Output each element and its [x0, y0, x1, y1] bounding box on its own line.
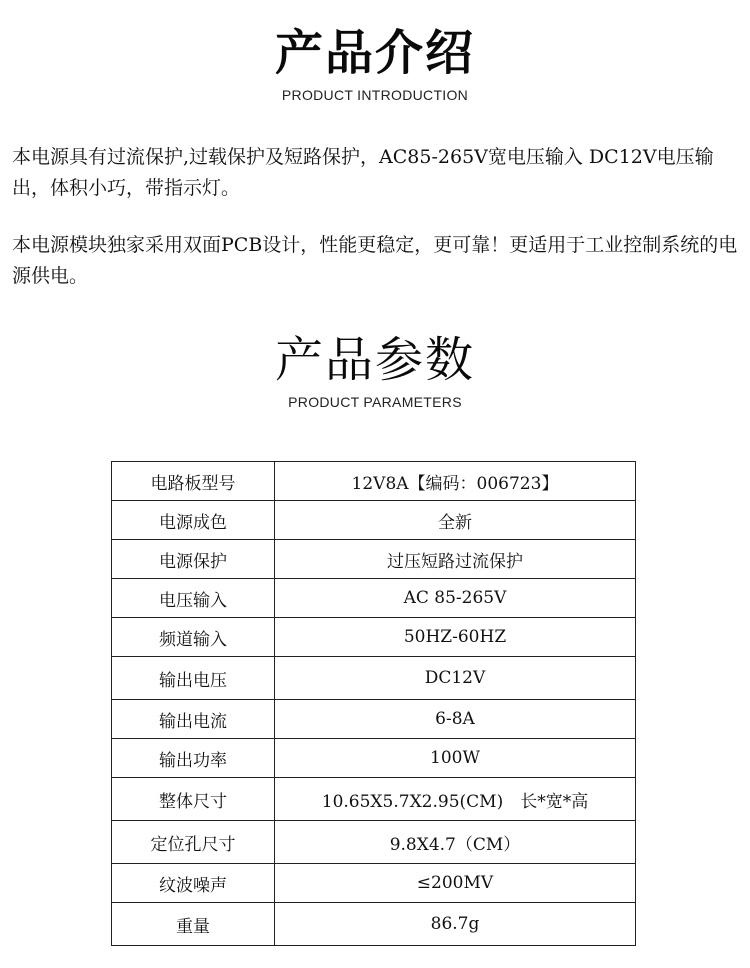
table-row: [112, 864, 636, 903]
param-value: AC 85-265V: [275, 579, 636, 618]
param-value: ≤200MV: [275, 864, 636, 903]
param-value: 过压短路过流保护: [275, 540, 636, 579]
table-row: [112, 579, 636, 618]
table-row: [112, 657, 636, 700]
param-label: 频道输入: [112, 618, 275, 657]
table-row: [112, 778, 636, 821]
param-value: 86.7g: [275, 903, 636, 946]
params-section-heading: [0, 333, 750, 411]
param-label: 定位孔尺寸: [112, 821, 275, 864]
param-value: 10.65X5.7X2.95(CM) 长*宽*高: [275, 778, 636, 821]
param-value: 100W: [275, 739, 636, 778]
table-row: [112, 903, 636, 946]
params-title-cn: 产品参数: [274, 332, 475, 388]
parameters-table: [111, 461, 636, 946]
table-row: [112, 501, 636, 540]
param-label: 输出功率: [112, 739, 275, 778]
intro-section-heading: [0, 26, 750, 104]
param-label: 纹波噪声: [112, 864, 275, 903]
param-label: 电源成色: [112, 501, 275, 540]
param-value: 9.8X4.7（CM）: [275, 821, 636, 864]
param-value: 50HZ-60HZ: [275, 618, 636, 657]
param-value: 6-8A: [275, 700, 636, 739]
table-row: [112, 462, 636, 501]
table-row: [112, 821, 636, 864]
param-label: 输出电流: [112, 700, 275, 739]
param-value: 全新: [275, 501, 636, 540]
table-row: [112, 540, 636, 579]
intro-paragraph-1: 本电源具有过流保护,过载保护及短路保护，AC85-265V宽电压输入 DC12V电压输出，体积小巧，带指示灯。: [12, 146, 714, 199]
intro-title-en: PRODUCT INTRODUCTION: [281, 87, 469, 103]
param-label: 重量: [112, 903, 275, 946]
params-title-en: PRODUCT PARAMETERS: [288, 394, 462, 410]
table-row: [112, 700, 636, 739]
table-row: [112, 739, 636, 778]
param-label: 输出电压: [112, 657, 275, 700]
param-value: DC12V: [275, 657, 636, 700]
intro-paragraph-2: 本电源模块独家采用双面PCB设计，性能更稳定，更可靠！更适用于工业控制系统的电源供电。: [12, 234, 738, 287]
param-label: 整体尺寸: [112, 778, 275, 821]
param-value: 12V8A【编码：006723】: [275, 462, 636, 501]
intro-title-cn: 产品介绍: [274, 25, 475, 81]
table-row: [112, 618, 636, 657]
param-label: 电压输入: [112, 579, 275, 618]
param-label: 电路板型号: [112, 462, 275, 501]
param-label: 电源保护: [112, 540, 275, 579]
